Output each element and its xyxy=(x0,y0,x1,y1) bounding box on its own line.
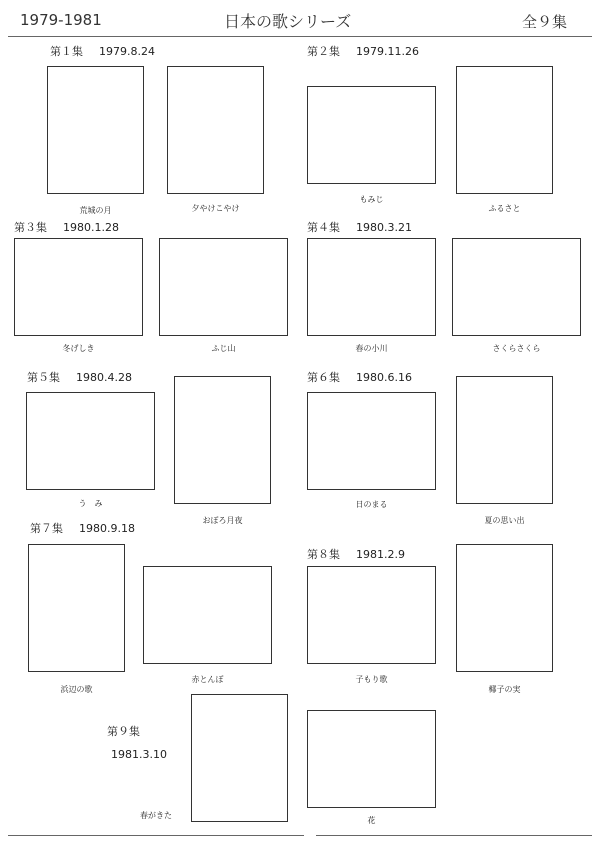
stamp-caption: 荒城の月 xyxy=(79,206,112,215)
set-5-number: 第５集 xyxy=(27,371,60,384)
stamp-caption: 夕やけこやけ xyxy=(191,204,240,213)
stamp-frame-sakura-sakura xyxy=(452,238,581,336)
stamp-frame-akatombo xyxy=(143,566,272,664)
set-8-label xyxy=(307,546,405,562)
set-5-date: 1980.4.28 xyxy=(76,371,132,384)
stamp-caption: さくらさくら xyxy=(492,344,541,353)
set-3-date: 1980.1.28 xyxy=(63,221,119,234)
set-7-label xyxy=(30,520,135,536)
stamp-frame-fujisan xyxy=(159,238,288,336)
stamp-caption: 夏の思い出 xyxy=(484,516,525,525)
stamp-frame-haru-ga-kita xyxy=(191,694,288,822)
stamp-caption: もみじ xyxy=(359,195,384,204)
page-title: 日本の歌シリーズ xyxy=(224,12,352,31)
stamp-caption: 冬げしき xyxy=(62,344,95,353)
stamp-caption: おぼろ月夜 xyxy=(202,516,243,525)
set-2-date: 1979.11.26 xyxy=(356,45,419,58)
stamp-frame-oborozukiyo xyxy=(174,376,271,504)
stamp-caption: 浜辺の歌 xyxy=(60,685,93,694)
stamp-caption: 春の小川 xyxy=(355,344,388,353)
stamp-frame-hana xyxy=(307,710,436,808)
set-3-label xyxy=(14,219,119,235)
set-6-label xyxy=(307,369,412,385)
set-6-date: 1980.6.16 xyxy=(356,371,412,384)
set-1-date: 1979.8.24 xyxy=(99,45,155,58)
set-4-date: 1980.3.21 xyxy=(356,221,412,234)
set-9-date: 1981.3.10 xyxy=(111,748,167,761)
stamp-caption: ふるさと xyxy=(488,204,521,213)
set-2-label xyxy=(307,43,419,59)
set-6-number: 第６集 xyxy=(307,371,340,384)
set-3-number: 第３集 xyxy=(14,221,47,234)
set-7-number: 第７集 xyxy=(30,522,63,535)
set-1-label xyxy=(50,43,155,59)
set-9-number: 第９集 xyxy=(107,725,140,738)
stamp-caption: う み xyxy=(78,499,103,508)
stamp-caption: 赤とんぼ xyxy=(191,675,224,684)
footer-rule-left xyxy=(8,835,304,836)
stamp-frame-kojo-no-tsuki xyxy=(47,66,144,194)
footer-rule-right xyxy=(316,835,592,836)
stamp-frame-furusato xyxy=(456,66,553,194)
stamp-frame-fuyugeshiki xyxy=(14,238,143,336)
stamp-caption: 春がきた xyxy=(140,811,172,820)
stamp-caption: 子もり歌 xyxy=(355,675,388,684)
header-total: 全９集 xyxy=(522,13,568,31)
stamp-frame-hamabe-no-uta xyxy=(28,544,125,672)
header-rule xyxy=(8,36,592,37)
set-4-label xyxy=(307,219,412,235)
stamp-frame-komoriuta xyxy=(307,566,436,664)
stamp-caption: ふじ山 xyxy=(211,344,236,353)
set-8-date: 1981.2.9 xyxy=(356,548,405,561)
stamp-caption: 椰子の実 xyxy=(488,685,521,694)
stamp-frame-umi xyxy=(26,392,155,490)
stamp-frame-hinomaru xyxy=(307,392,436,490)
set-7-date: 1980.9.18 xyxy=(79,522,135,535)
stamp-frame-yashi-no-mi xyxy=(456,544,553,672)
set-8-number: 第８集 xyxy=(307,548,340,561)
stamp-frame-natsu-no-omoide xyxy=(456,376,553,504)
set-5-label xyxy=(27,369,132,385)
stamp-frame-momiji xyxy=(307,86,436,184)
set-2-number: 第２集 xyxy=(307,45,340,58)
stamp-caption: 日のまる xyxy=(355,500,388,509)
stamp-frame-yuyake-koyake xyxy=(167,66,264,194)
stamp-frame-haru-no-ogawa xyxy=(307,238,436,336)
stamp-caption: 花 xyxy=(367,816,376,825)
set-1-number: 第１集 xyxy=(50,45,83,58)
header-years: 1979-1981 xyxy=(20,11,102,29)
set-4-number: 第４集 xyxy=(307,221,340,234)
